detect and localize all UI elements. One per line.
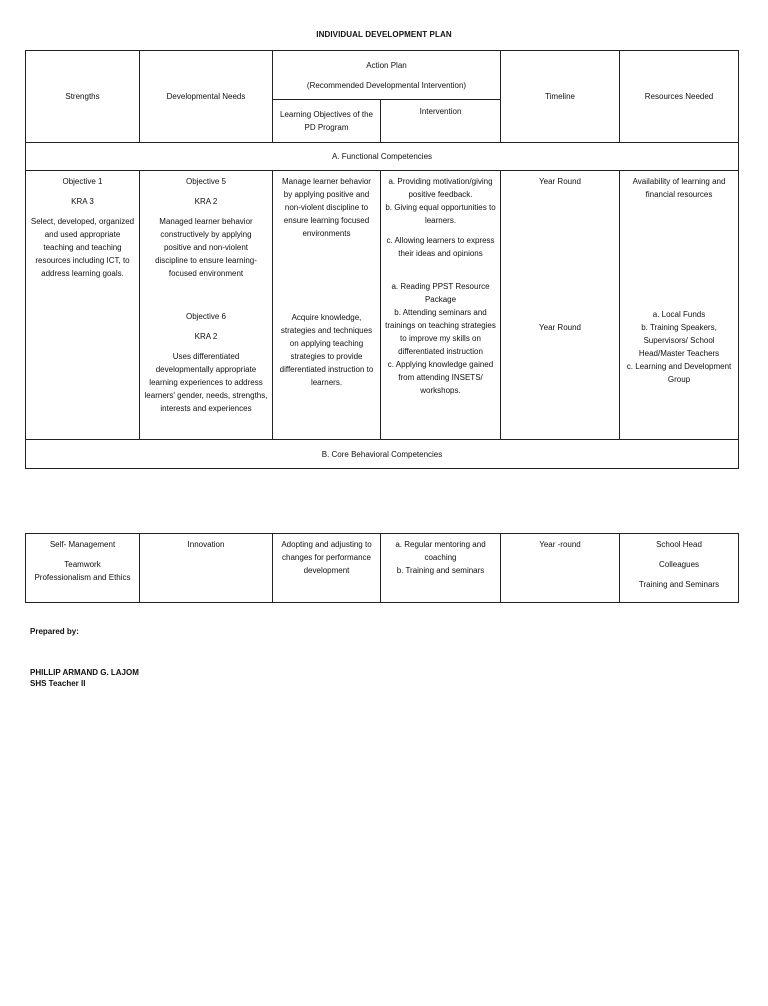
need1-kra: KRA 2 [194,197,218,206]
intervention1-a: a. Providing motivation/giving positive feedback. [388,177,493,199]
need2-text: Uses differentiated developmentally appropriate learning experiences to address learners' gender, needs, strengths, interests and experiences [144,352,268,413]
development-plan-table [25,50,739,469]
strength-objective: Objective 1 [62,177,103,186]
need1-text: Managed learner behavior constructively by applying positive and non-violent discipline to ensure learning-focused environment [155,217,257,278]
core-intervention-b: b. Training and seminars [396,566,485,575]
core-intervention-cell [381,534,501,603]
core-timeline-cell: Year -round [501,534,620,603]
action-plan-title: Action Plan [366,60,407,70]
core-strengths-cell [26,534,140,603]
resources2-a: a. Local Funds [652,310,706,319]
intervention2-a: a. Reading PPST Resource Package [391,282,490,304]
core-strength-2: Teamwork [64,560,101,569]
header-resources-needed: Resources Needed [620,51,739,143]
developmental-needs-cell [140,171,273,440]
intervention-cell [381,171,501,440]
header-developmental-needs: Developmental Needs [140,51,273,143]
timeline-2: Year Round [539,323,581,332]
need2-kra: KRA 2 [194,332,218,341]
core-strength-1: Self- Management [49,540,116,549]
signatory-position: SHS Teacher II [30,679,86,688]
learning-objectives-cell [273,171,381,440]
core-resource-2: Colleagues [658,560,700,569]
header-strengths: Strengths [26,51,140,143]
header-intervention: Intervention [381,100,501,143]
intervention1-c: c. Allowing learners to express their ideas and opinions [386,236,495,258]
action-plan-subtitle: (Recommended Developmental Intervention) [306,80,467,90]
core-resource-3: Training and Seminars [638,580,720,589]
section-b-title: B. Core Behavioral Competencies [26,440,739,469]
timeline-cell [501,171,620,440]
core-resources-cell [620,534,739,603]
header-learning-objectives: Learning Objectives of the PD Program [273,100,381,143]
strength-text: Select, developed, organized and used appropriate teaching and teaching resources including ICT, to address learning goals. [30,217,135,278]
need1-objective: Objective 5 [185,177,227,186]
prepared-by-label: Prepared by: [30,627,79,636]
need2-objective: Objective 6 [185,312,227,321]
signatory-name: PHILLIP ARMAND G. LAJOM [30,668,139,677]
strength-cell [26,171,140,440]
core-strength-3: Professionalism and Ethics [34,573,131,582]
header-action-plan [273,51,501,100]
signatory [30,667,139,689]
core-intervention-a: a. Regular mentoring and coaching [395,540,486,562]
core-resource-1: School Head [656,540,702,549]
document-title: INDIVIDUAL DEVELOPMENT PLAN [316,30,452,39]
learning-objective-1: Manage learner behavior by applying positive and non-violent discipline to ensure learning focused environments [282,177,371,238]
resources-cell [620,171,739,440]
core-need-cell: Innovation [140,534,273,603]
intervention1-b: b. Giving equal opportunities to learners. [385,203,496,225]
header-timeline: Timeline [501,51,620,143]
strength-kra: KRA 3 [71,197,94,206]
resources2-c: c. Learning and Development Group [626,362,732,384]
resources2-b: b. Training Speakers, Supervisors/ School Head/Master Teachers [638,323,720,358]
section-a-title: A. Functional Competencies [26,143,739,171]
learning-objective-2: Acquire knowledge, strategies and techniques on applying teaching strategies to provide differentiated instruction to learners. [279,313,374,387]
core-learning-objective-cell: Adopting and adjusting to changes for performance development [273,534,381,603]
core-competencies-table [25,533,739,603]
intervention2-b: b. Attending seminars and trainings on teaching strategies to improve my skills on differentiated instruction [385,308,496,356]
intervention2-c: c. Applying knowledge gained from attending INSETS/ workshops. [387,360,494,395]
timeline-1: Year Round [539,177,581,186]
resources-1: Availability of learning and financial resources [632,177,726,199]
